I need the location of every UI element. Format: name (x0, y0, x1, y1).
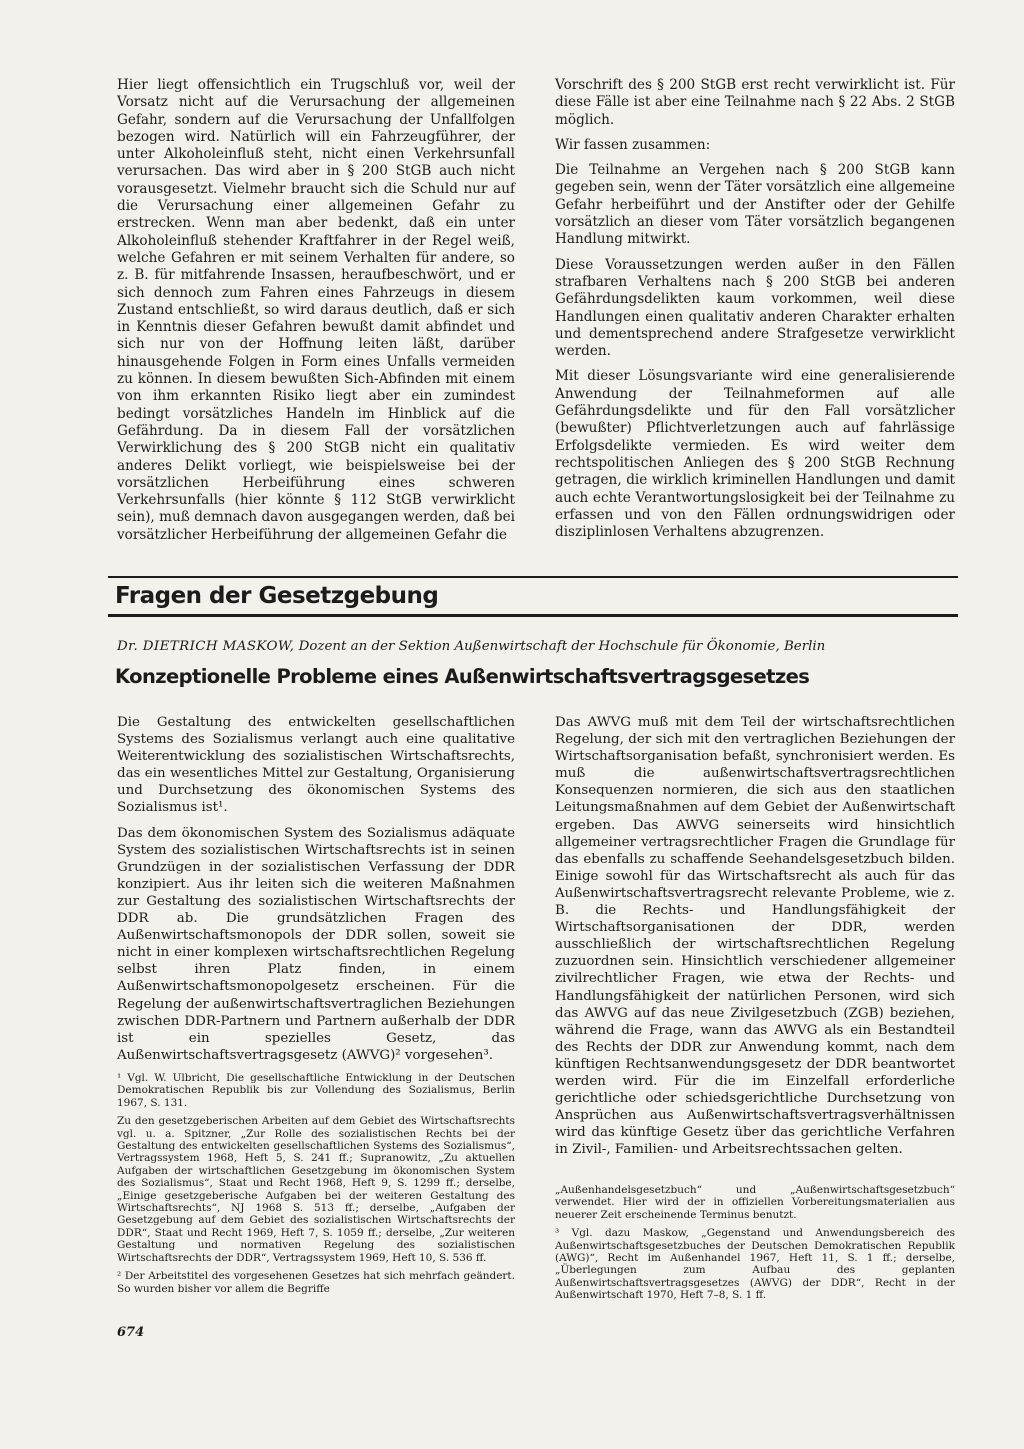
top-left-column (117, 77, 515, 552)
author-affiliation: Dozent an der Sektion Außenwirtschaft der Hochschule für Ökonomie, Berlin (298, 639, 826, 654)
footnote: „Außenhandelsgesetzbuch“ und „Außenwirtschaftsgesetzbuch“ verwendet. Hier wird der in offiziellen Vorbereitungsmaterialien aus neuerer Zeit erscheinende Terminus benutzt. (555, 1184, 955, 1221)
paragraph: Hier liegt offensichtlich ein Trugschluß vor, weil der Vorsatz nicht auf die Verursachung der allgemeinen Gefahr, sondern auf die Verursachung der Unfallfolgen bezogen wird. Natürlich will ein Fahrzeugführer, der unter Alkoholeinfluß steht, nicht einen Verkehrsunfall verursachen. Das wird aber in § 200 StGB auch nicht vorausgesetzt. Vielmehr braucht sich die Schuld nur auf die Verursachung einer allgemeinen Gefahr zu erstrecken. Wenn man aber bedenkt, daß ein unter Alkoholeinfluß stehender Kraftfahrer in der Regel weiß, welche Gefahren er mit seinem Verhalten für andere, so z. B. für mitfahrende Insassen, heraufbeschwört, und er sich dennoch zum Fahren eines Fahrzeugs in diesem Zustand entschließt, so wird daraus deutlich, daß er sich in Kenntnis dieser Gefahren bewußt damit abfindet und sich nur von der Hoffnung leiten läßt, darüber hinausgehende Folgen in Form eines Unfalls vermeiden zu können. In diesem bewußten Sich-Abfinden mit einem von ihm erkannten Risiko liegt aber ein zumindest bedingt vorsätzliches Handeln im Hinblick auf die Gefährdung. Da in diesem Fall der vorsätzlichen Verwirklichung des § 200 StGB nicht ein qualitativ anderes Delikt vorliegt, wie beispielsweise bei der vorsätzlichen Herbeiführung eines schweren Verkehrsunfalls (hier könnte § 112 StGB verwirklicht sein), muß demnach davon ausgegangen werden, daß bei vorsätzlicher Herbeiführung der allgemeinen Gefahr die (117, 77, 515, 543)
footnotes-right (555, 1184, 955, 1308)
section-title: Fragen der Gesetzgebung (115, 583, 439, 609)
paragraph: Mit dieser Lösungsvariante wird eine generalisierende Anwendung der Teilnahmeformen auf alle Gefährdungsdelikte und für den Fall vorsätzlicher (bewußter) Pflichtverletzungen auch auf fahrlässige Erfolgsdelikte vermieden. Es wird weiter dem rechtspolitischen Anliegen des § 200 StGB Rechnung getragen, die wirklich kriminellen Handlungen und damit auch echte Verantwortungslosigkeit bei der Teilnahme zu erfassen und von den Fällen ordnungswidrigen oder disziplinlosen Verhaltens abzugrenzen. (555, 368, 955, 541)
footnote: ¹ Vgl. W. Ulbricht, Die gesellschaftliche Entwicklung in der Deutschen Demokratischen Republik bis zur Vollendung des Sozialismus, Berlin 1967, S. 131. (117, 1072, 515, 1109)
section-rule-top (108, 576, 958, 578)
paragraph: Diese Voraussetzungen werden außer in den Fällen strafbaren Verhaltens nach § 200 StGB bei anderen Gefährdungsdelikten kaum vorkommen, weil diese Handlungen einen qualitativ anderen Charakter erhalten und dementsprechend andere Strafgesetze verwirklicht werden. (555, 256, 955, 360)
footnote: Zu den gesetzgeberischen Arbeiten auf dem Gebiet des Wirtschaftsrechts vgl. u. a. Spitzner, „Zur Rolle des sozialistischen Rechts bei der Gestaltung des entwickelten gesellschaftlichen Systems des Sozialismus“, Vertragssystem 1968, Heft 5, S. 241 ff.; Supranowitz, „Zu aktuellen Aufgaben der wirtschaftlichen Gesetzgebung im ökonomischen System des Sozialismus“, Staat und Recht 1968, Heft 9, S. 1299 ff.; derselbe, „Einige gesetzgeberische Aufgaben bei der weiteren Gestaltung des Wirtschaftsrechts“, NJ 1968 S. 513 ff.; derselbe, „Aufgaben der Gesetzgebung auf dem Gebiet des sozialistischen Wirtschaftsrechts der DDR“, Staat und Recht 1969, Heft 7, S. 1059 ff.; derselbe, „Zur weiteren Gestaltung und normativen Regelung des sozialistischen Wirtschaftsrechts der DDR“, Vertragssystem 1969, Heft 10, S. 536 ff. (117, 1115, 515, 1264)
summary-heading: Wir fassen zusammen: (555, 136, 711, 153)
page-number: 674 (117, 1325, 145, 1340)
section-rule-bottom (108, 614, 958, 617)
footnote: ³ Vgl. dazu Maskow, „Gegenstand und Anwendungsbereich des Außenwirtschaftsgesetzbuches der Deutschen Demokratischen Republik (AWG)“, Recht im Außenhandel 1967, Heft 11, S. 1 ff.; derselbe, „Überlegungen zum Aufbau des geplanten Außenwirtschaftsvertragsgesetzes (AWVG) der DDR“, Recht in der Außenwirtschaft 1970, Heft 7–8, S. 1 ff. (555, 1227, 955, 1302)
author-line (117, 638, 957, 656)
top-right-column (555, 77, 955, 549)
article-title: Konzeptionelle Probleme eines Außenwirtschaftsvertragsgesetzes (115, 665, 810, 688)
paragraph: Die Gestaltung des entwickelten gesellschaftlichen Systems des Sozialismus verlangt auch eine qualitative Weiterentwicklung des sozialistischen Wirtschaftsrechts, das ein wesentliches Mittel zur Gestaltung, Organisierung und Durchsetzung des ökonomischen Systems des Sozialismus ist¹. (117, 715, 515, 816)
footnote: ² Der Arbeitstitel des vorgesehenen Gesetzes hat sich mehrfach geändert. So wurden bisher vor allem die Begriffe (117, 1270, 515, 1295)
paragraph: Vorschrift des § 200 StGB erst recht verwirklicht ist. Für diese Fälle ist aber eine Teilnahme nach § 22 Abs. 2 StGB möglich. (555, 77, 955, 128)
paragraph: Das dem ökonomischen System des Sozialismus adäquate System des sozialistischen Wirtschaftsrechts ist in seinen Grundzügen in der sozialistischen Verfassung der DDR konzipiert. Aus ihr leiten sich die weiteren Maßnahmen zur Gestaltung des sozialistischen Wirtschaftsrechts der DDR ab. Die grundsätzlichen Fragen des Außenwirtschaftsmonopols der DDR sollen, soweit sie nicht in einer komplexen wirtschaftsrechtlichen Regelung selbst ihren Platz finden, in einem Außenwirtschaftsmonopolgesetz erscheinen. Für die Regelung der außenwirtschaftsvertraglichen Beziehungen zwischen DDR-Partnern und Partnern außerhalb der DDR ist ein spezielles Gesetz, das Außenwirtschaftsvertragsgesetz (AWVG)² vorgesehen³. (117, 825, 515, 1063)
paragraph: Die Teilnahme an Vergehen nach § 200 StGB kann gegeben sein, wenn der Täter vorsätzlich eine allgemeine Gefahr herbeiführt und der Anstifter oder der Gehilfe vorsätzlich an dieser vom Täter vorsätzlich begangenen Handlung mitwirkt. (555, 162, 955, 248)
paragraph: Das AWVG muß mit dem Teil der wirtschaftsrechtlichen Regelung, der sich mit den vertraglichen Beziehungen der Wirtschaftsorganisation befaßt, synchronisiert werden. Es muß die außenwirtschaftsvertragsrechtlichen Konsequenzen normieren, die sich aus den staatlichen Leitungsmaßnahmen auf dem Gebiet der Außenwirtschaft ergeben. Das AWVG seinerseits wird hinsichtlich allgemeiner vertragsrechtlicher Fragen die Grundlage für das ebenfalls zu schaffende Seehandelsgesetzbuch bilden. Einige sowohl für das Wirtschaftsrecht als auch für das Außenwirtschaftsvertragsrecht relevante Probleme, wie z. B. die Rechts- und Handlungsfähigkeit der Wirtschaftsorganisationen der DDR, werden ausschließlich der wirtschaftsrechtlichen Regelung zuzuordnen sein. Hinsichtlich verschiedener allgemeiner zivilrechtlicher Fragen, wie etwa der Rechts- und Handlungsfähigkeit der natürlichen Personen, wird sich das AWVG auf das neue Zivilgesetzbuch (ZGB) beziehen, während die Frage, wann das AWVG als ein Bestandteil des Rechts der DDR zur Anwendung kommt, nach dem künftigen Rechtsanwendungsgesetz der DDR beantwortet werden wird. Für die im Einzelfall erforderliche gerichtliche oder schiedsgerichtliche Durchsetzung von Ansprüchen aus Außenwirtschaftsvertragsverhältnissen wird das künftige Gesetz über das gerichtliche Verfahren in Zivil-, Familien- und Arbeitsrechtssachen gelten. (555, 715, 955, 1158)
article-left-column (117, 714, 515, 1072)
article-right-column (555, 714, 955, 1166)
footnotes-left (117, 1072, 515, 1301)
author-name: Dr. DIETRICH MASKOW, (117, 639, 295, 654)
